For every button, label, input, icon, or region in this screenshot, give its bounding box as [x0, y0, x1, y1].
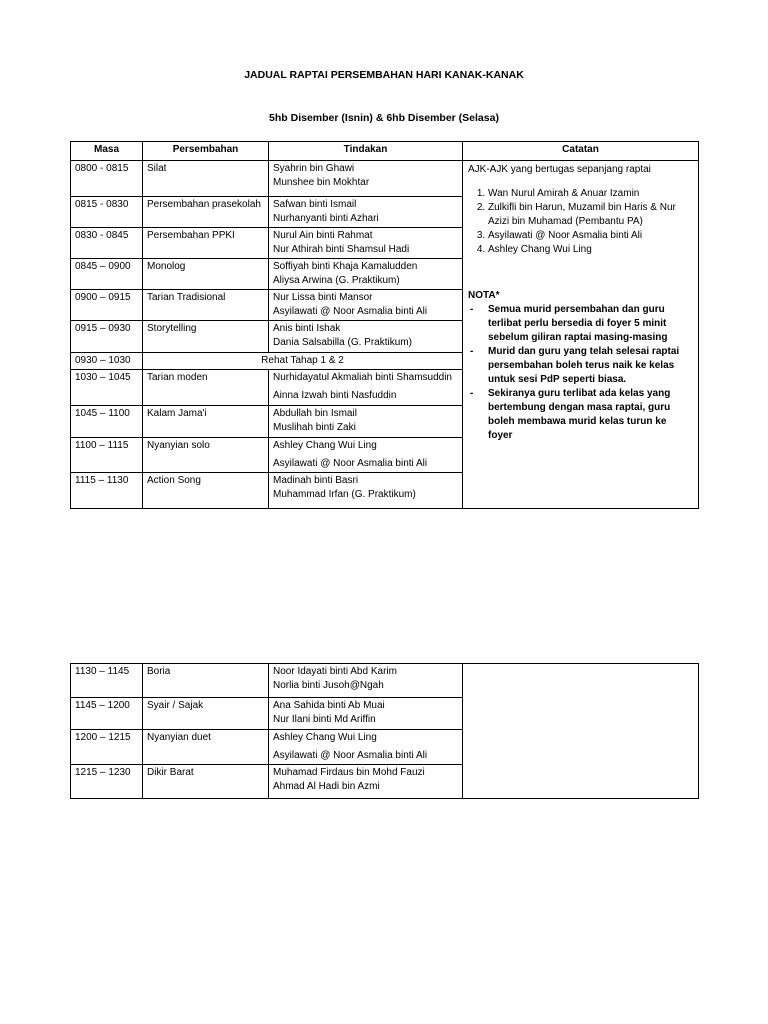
header-tindakan: Tindakan: [269, 142, 463, 161]
ajk-list-item: 4. Ashley Chang Wui Ling: [488, 243, 693, 257]
masa-cell: 1145 – 1200: [71, 698, 143, 730]
tindakan-name-2: Muslihah binti Zaki: [273, 422, 356, 433]
tindakan-name-1: Nurhidayatul Akmaliah binti Shamsuddin: [273, 372, 452, 383]
masa-cell: 1030 – 1045: [71, 370, 143, 406]
tindakan-name-2: Dania Salsabilla (G. Praktikum): [273, 337, 412, 348]
persembahan-cell: Tarian moden: [143, 370, 269, 406]
tindakan-name-2: Ainna Izwah binti Nasfuddin: [273, 390, 397, 401]
tindakan-cell: [269, 228, 463, 259]
nota-list-item: - Sekiranya guru terlibat ada kelas yang bertembung dengan masa raptai, guru boleh membawa murid kelas turun ke foyer: [468, 387, 693, 443]
tindakan-name-1: Ashley Chang Wui Ling: [273, 440, 377, 451]
tindakan-name-1: Syahrin bin Ghawi: [273, 163, 355, 174]
masa-cell: 0900 – 0915: [71, 290, 143, 321]
tindakan-cell: [269, 664, 463, 698]
masa-cell: 1100 – 1115: [71, 438, 143, 473]
masa-cell: 1215 – 1230: [71, 765, 143, 799]
tindakan-cell: [269, 197, 463, 228]
masa-cell: 1115 – 1130: [71, 473, 143, 509]
persembahan-cell: Boria: [143, 664, 269, 698]
nota-list-item: - Murid dan guru yang telah selesai raptai persembahan boleh terus naik ke kelas untuk sesi PdP seperti biasa.: [468, 345, 693, 387]
tindakan-name-1: Nur Lissa binti Mansor: [273, 292, 373, 303]
catatan-intro: AJK-AJK yang bertugas sepanjang raptai: [468, 164, 651, 175]
tindakan-name-2: Muhammad Irfan (G. Praktikum): [273, 489, 416, 500]
table-header-row: [71, 142, 699, 161]
tindakan-name-1: Ashley Chang Wui Ling: [273, 732, 377, 743]
tindakan-cell: [269, 321, 463, 353]
tindakan-name-1: Ana Sahida binti Ab Muai: [273, 700, 385, 711]
ajk-list: [468, 187, 693, 257]
ajk-list-item: 2. Zulkifli bin Harun, Muzamil bin Haris & Nur Azizi bin Muhamad (Pembantu PA): [488, 201, 693, 229]
tindakan-cell: [269, 473, 463, 509]
tindakan-name-1: Safwan binti Ismail: [273, 199, 357, 210]
tindakan-cell: [269, 730, 463, 765]
tindakan-name-1: Noor Idayati binti Abd Karim: [273, 666, 397, 677]
tindakan-name-2: Norlia binti Jusoh@Ngah: [273, 680, 384, 691]
tindakan-name-2: Asyilawati @ Noor Asmalia binti Ali: [273, 750, 428, 761]
document-subtitle: 5hb Disember (Isnin) & 6hb Disember (Selasa): [269, 112, 499, 124]
persembahan-cell: Silat: [143, 161, 269, 197]
ajk-list-item: 3. Asyilawati @ Noor Asmalia binti Ali: [488, 229, 693, 243]
persembahan-cell: Persembahan prasekolah: [143, 197, 269, 228]
tindakan-name-1: Soffiyah binti Khaja Kamaludden: [273, 261, 418, 272]
tindakan-name-1: Abdullah bin Ismail: [273, 408, 357, 419]
tindakan-cell: [269, 259, 463, 290]
persembahan-cell: Nyanyian duet: [143, 730, 269, 765]
ajk-list-item: 1. Wan Nurul Amirah & Anuar Izamin: [488, 187, 693, 201]
tindakan-name-2: Aliysa Arwina (G. Praktikum): [273, 275, 400, 286]
tindakan-cell: [269, 698, 463, 730]
nota-list-item: - Semua murid persembahan dan guru terlibat perlu bersedia di foyer 5 minit sebelum giliran raptai masing-masing: [468, 303, 693, 345]
tindakan-cell: [269, 161, 463, 197]
persembahan-cell: Kalam Jama'i: [143, 406, 269, 438]
table-row: [71, 161, 699, 197]
tindakan-cell: [269, 406, 463, 438]
tindakan-name-2: Nurhanyanti binti Azhari: [273, 213, 379, 224]
persembahan-cell: Dikir Barat: [143, 765, 269, 799]
table-row: [71, 664, 699, 698]
header-persembahan: Persembahan: [143, 142, 269, 161]
schedule-table-1: [70, 141, 699, 509]
tindakan-name-2: Ahmad Al Hadi bin Azmi: [273, 781, 380, 792]
tindakan-name-2: Asyilawati @ Noor Asmalia binti Ali: [273, 458, 428, 469]
schedule-table-2: [70, 663, 699, 799]
header-catatan: Catatan: [463, 142, 699, 161]
tindakan-name-2: Nur Athirah binti Shamsul Hadi: [273, 244, 410, 255]
masa-cell: 0815 - 0830: [71, 197, 143, 228]
persembahan-cell: Persembahan PPKI: [143, 228, 269, 259]
nota-list: [468, 303, 693, 443]
masa-cell: 0915 – 0930: [71, 321, 143, 353]
persembahan-cell: Tarian Tradisional: [143, 290, 269, 321]
persembahan-cell: Monolog: [143, 259, 269, 290]
tindakan-name-2: Nur Ilani binti Md Ariffin: [273, 714, 376, 725]
tindakan-cell: [269, 290, 463, 321]
tindakan-name-1: Nurul Ain binti Rahmat: [273, 230, 373, 241]
masa-cell: 0830 - 0845: [71, 228, 143, 259]
catatan-cell: [463, 664, 699, 799]
tindakan-cell: [269, 438, 463, 473]
tindakan-name-2: Asyilawati @ Noor Asmalia binti Ali: [273, 306, 428, 317]
tindakan-cell: [269, 370, 463, 406]
persembahan-cell: Storytelling: [143, 321, 269, 353]
tindakan-name-1: Madinah binti Basri: [273, 475, 359, 486]
nota-title: NOTA*: [468, 290, 500, 301]
document-title: JADUAL RAPTAI PERSEMBAHAN HARI KANAK-KANAK: [244, 69, 524, 81]
rehat-cell: Rehat Tahap 1 & 2: [143, 353, 463, 370]
persembahan-cell: Action Song: [143, 473, 269, 509]
tindakan-name-2: Munshee bin Mokhtar: [273, 177, 370, 188]
masa-cell: 1045 – 1100: [71, 406, 143, 438]
masa-cell: 1200 – 1215: [71, 730, 143, 765]
masa-cell: 0845 – 0900: [71, 259, 143, 290]
header-masa: Masa: [71, 142, 143, 161]
tindakan-cell: [269, 765, 463, 799]
tindakan-name-1: Muhamad Firdaus bin Mohd Fauzi: [273, 767, 425, 778]
tindakan-name-1: Anis binti Ishak: [273, 323, 341, 334]
masa-cell: 1130 – 1145: [71, 664, 143, 698]
persembahan-cell: Nyanyian solo: [143, 438, 269, 473]
masa-cell: 0930 – 1030: [71, 353, 143, 370]
masa-cell: 0800 - 0815: [71, 161, 143, 197]
persembahan-cell: Syair / Sajak: [143, 698, 269, 730]
catatan-cell: [463, 161, 699, 509]
